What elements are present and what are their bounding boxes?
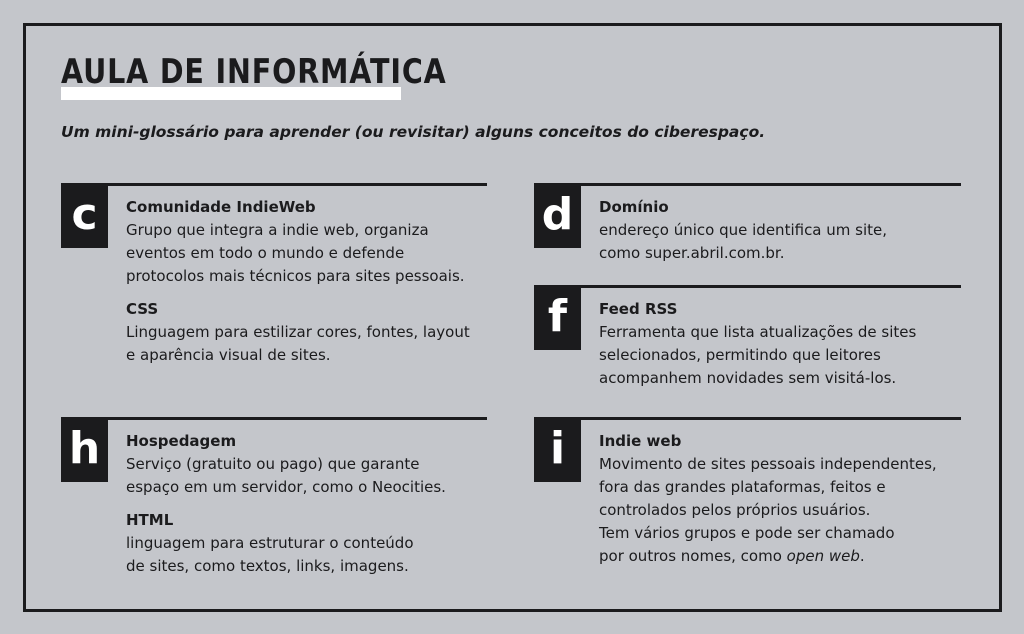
definition-line: Tem vários grupos e pode ser chamado (599, 524, 895, 542)
definition-line: linguagem para estruturar o conteúdo (126, 534, 414, 552)
entry-term: Domínio (599, 198, 669, 216)
section-entries (126, 430, 446, 588)
definition-line: como super.abril.com.br. (599, 244, 785, 262)
entry-definition (126, 321, 470, 367)
entry-term: Feed RSS (599, 300, 678, 318)
definition-line: endereço único que identifica um site, (599, 221, 888, 239)
entry-term: Comunidade IndieWeb (126, 198, 316, 216)
definition-text: . (859, 547, 865, 565)
definition-line: espaço em um servidor, como o Neocities. (126, 478, 446, 496)
definition-line: Ferramenta que lista atualizações de sites (599, 323, 917, 341)
definition-line: Serviço (gratuito ou pago) que garante (126, 455, 420, 473)
definition-line: Movimento de sites pessoais independentes, (599, 455, 937, 473)
definition-line: de sites, como textos, links, imagens. (126, 557, 409, 575)
section-entries (599, 298, 916, 400)
glossary-entry-html (126, 509, 446, 578)
section-entries (599, 430, 937, 578)
section-rule (534, 417, 961, 420)
definition-line: protocolos mais técnicos para sites pessoais. (126, 267, 465, 285)
glossary-entry-css (126, 298, 470, 367)
entry-term: Indie web (599, 432, 682, 450)
definition-line: fora das grandes plataformas, feitos e (599, 478, 886, 496)
entry-definition (126, 453, 446, 499)
section-letter: i (534, 420, 581, 482)
section-rule (534, 285, 961, 288)
definition-line (599, 545, 937, 568)
definition-line: Grupo que integra a indie web, organiza (126, 221, 429, 239)
glossary-entry-dominio (599, 196, 887, 265)
section-letter: f (534, 288, 581, 350)
section-rule (61, 183, 487, 186)
entry-definition (599, 219, 887, 265)
glossary-entry-comunidade-indieweb (126, 196, 470, 288)
entry-term: HTML (126, 511, 174, 529)
glossary-entry-hospedagem (126, 430, 446, 499)
definition-line: acompanhem novidades sem visitá-los. (599, 369, 897, 387)
section-letter: c (61, 186, 108, 248)
section-letter: h (61, 420, 108, 482)
entry-definition (599, 453, 937, 568)
glossary-entry-indie-web (599, 430, 937, 568)
page-title: AULA DE INFORMÁTICA (61, 52, 447, 92)
entry-term: Hospedagem (126, 432, 237, 450)
entry-definition (599, 321, 916, 390)
entry-definition (126, 219, 470, 288)
section-rule (534, 183, 961, 186)
definition-line: controlados pelos próprios usuários. (599, 501, 871, 519)
entry-definition (126, 532, 446, 578)
glossary-entry-feed-rss (599, 298, 916, 390)
page-subtitle: Um mini-glossário para aprender (ou revisitar) alguns conceitos do ciberespaço. (61, 123, 766, 141)
definition-text: por outros nomes, como (599, 547, 787, 565)
definition-line: eventos em todo o mundo e defende (126, 244, 405, 262)
definition-emphasis: open web (786, 547, 860, 565)
definition-line: selecionados, permitindo que leitores (599, 346, 881, 364)
entry-term: CSS (126, 300, 159, 318)
definition-line: Linguagem para estilizar cores, fontes, layout (126, 323, 470, 341)
title-block (61, 50, 520, 100)
section-entries (599, 196, 887, 275)
definition-line: e aparência visual de sites. (126, 346, 331, 364)
section-entries (126, 196, 470, 377)
section-letter: d (534, 186, 581, 248)
section-rule (61, 417, 487, 420)
